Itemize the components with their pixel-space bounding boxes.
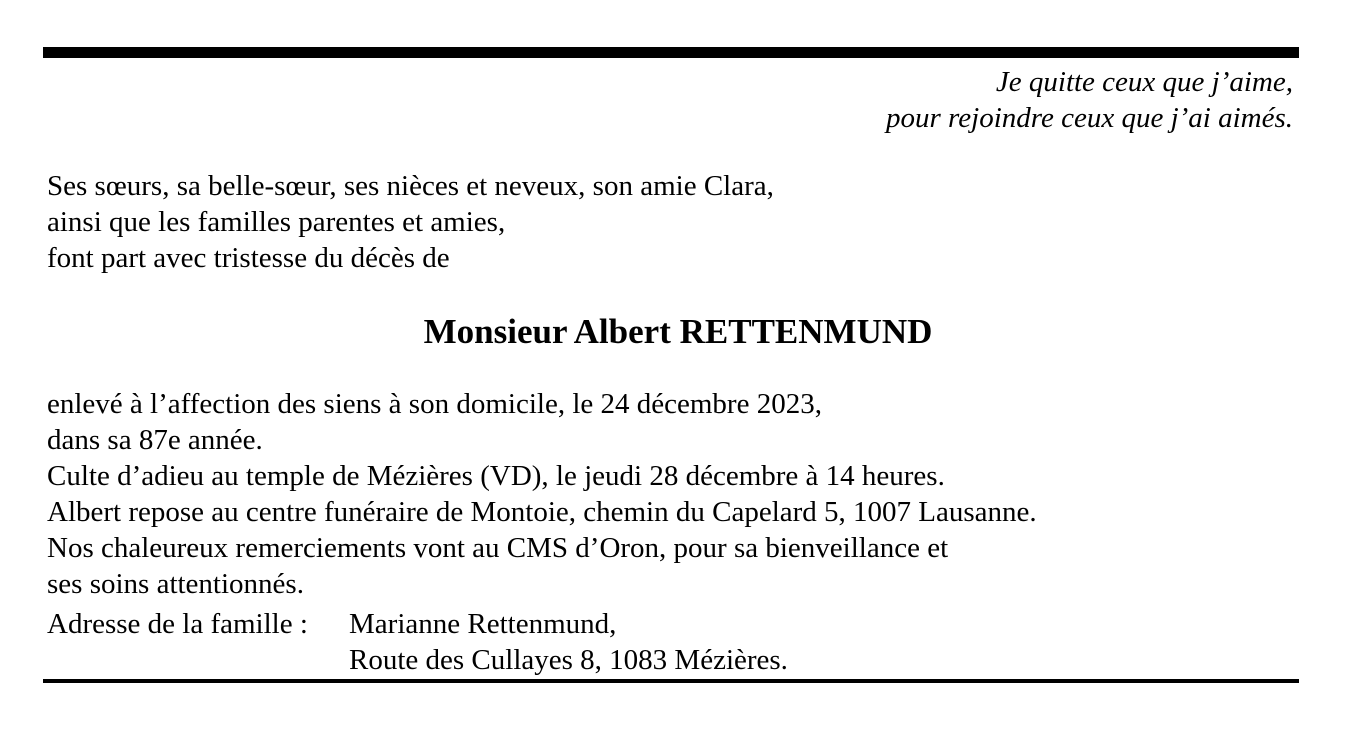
intro-line: font part avec tristesse du décès de	[47, 242, 450, 274]
deceased-name: Monsieur Albert RETTENMUND	[423, 312, 933, 351]
family-address-line: Route des Cullayes 8, 1083 Mézières.	[349, 644, 788, 676]
intro-line: Ses sœurs, sa belle-sœur, ses nièces et neveux, son amie Clara,	[47, 170, 774, 202]
intro-line: ainsi que les familles parentes et amies,	[47, 206, 506, 238]
announcement-details	[47, 386, 1037, 602]
announcement-intro	[47, 168, 774, 276]
epigraph	[886, 64, 1293, 136]
details-line: Nos chaleureux remerciements vont au CMS d’Oron, pour sa bienveillance et	[47, 532, 949, 564]
bottom-rule	[43, 679, 1299, 683]
details-line: Culte d’adieu au temple de Mézières (VD), le jeudi 28 décembre à 14 heures.	[47, 460, 945, 492]
top-rule	[43, 47, 1299, 58]
details-line: enlevé à l’affection des siens à son domicile, le 24 décembre 2023,	[47, 388, 822, 420]
family-address-label: Adresse de la famille :	[47, 608, 308, 640]
family-address-lines	[349, 606, 788, 678]
epigraph-line: pour rejoindre ceux que j’ai aimés.	[886, 102, 1293, 134]
details-line: ses soins attentionnés.	[47, 568, 304, 600]
details-line: dans sa 87e année.	[47, 424, 263, 456]
epigraph-line: Je quitte ceux que j’aime,	[995, 66, 1293, 98]
family-address-line: Marianne Rettenmund,	[349, 608, 617, 640]
details-line: Albert repose au centre funéraire de Montoie, chemin du Capelard 5, 1007 Lausanne.	[47, 496, 1037, 528]
